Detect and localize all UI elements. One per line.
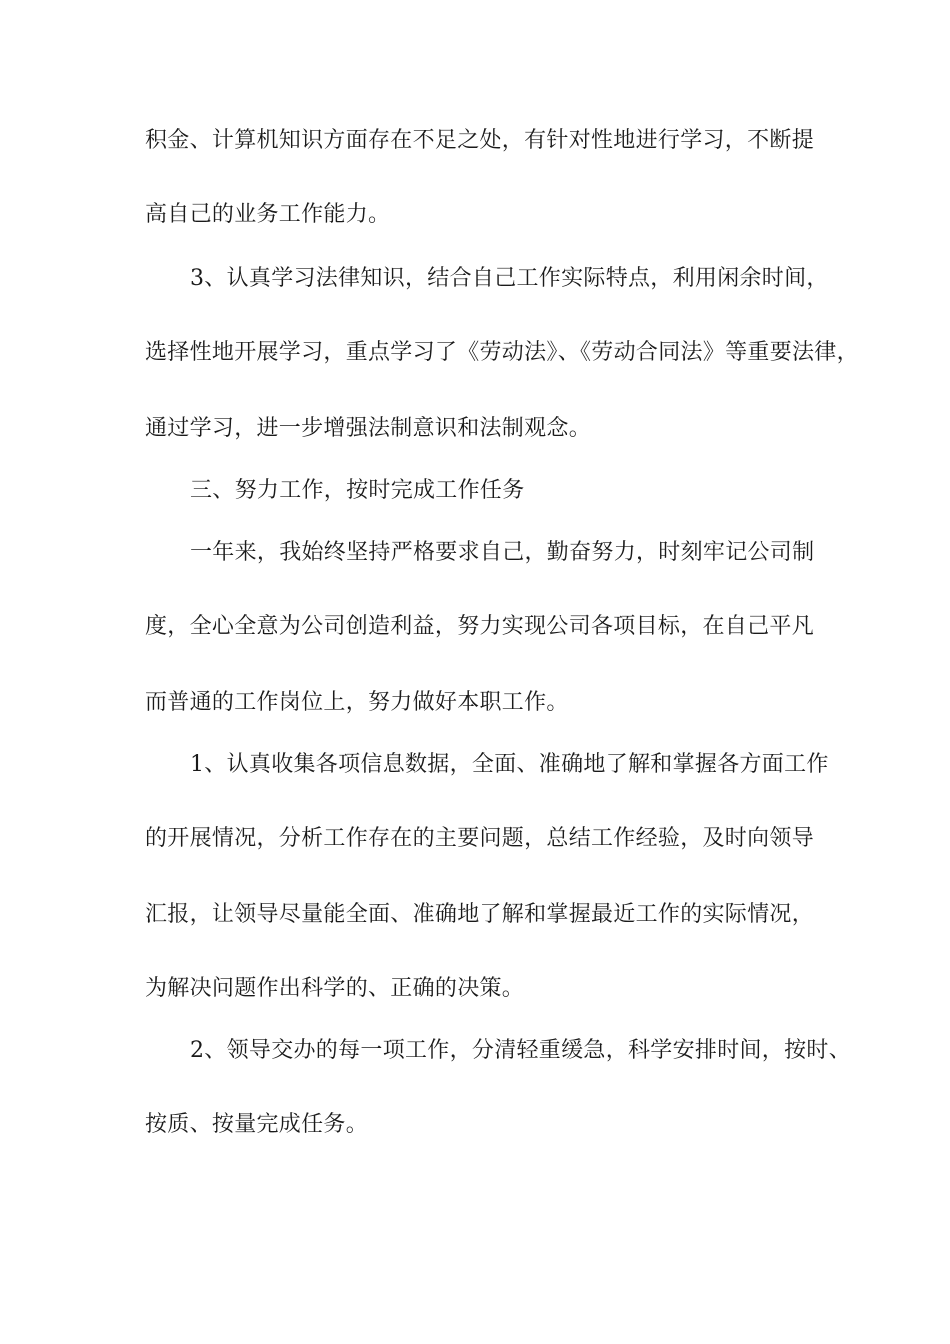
paragraph-line: 积金、计算机知识方面存在不足之处，有针对性地进行学习，不断提	[145, 128, 815, 153]
paragraph-line: 的开展情况，分析工作存在的主要问题，总结工作经验，及时向领导	[145, 826, 815, 851]
paragraph-line: 一年来，我始终坚持严格要求自己，勤奋努力，时刻牢记公司制	[190, 540, 815, 565]
paragraph-line: 度，全心全意为公司创造利益，努力实现公司各项目标，在自己平凡	[145, 614, 815, 639]
paragraph-line: 而普通的工作岗位上，努力做好本职工作。	[145, 690, 569, 715]
paragraph-line: 通过学习，进一步增强法制意识和法制观念。	[145, 416, 592, 441]
paragraph-line: 汇报，让领导尽量能全面、准确地了解和掌握最近工作的实际情况，	[145, 902, 815, 927]
paragraph-line: 3、认真学习法律知识，结合自己工作实际特点，利用闲余时间，	[190, 266, 829, 291]
paragraph-line: 1、认真收集各项信息数据，全面、准确地了解和掌握各方面工作	[190, 752, 829, 777]
paragraph-line: 2、领导交办的每一项工作，分清轻重缓急，科学安排时间，按时、	[190, 1038, 851, 1063]
paragraph-line: 按质、按量完成任务。	[145, 1112, 369, 1137]
paragraph-line: 选择性地开展学习，重点学习了《劳动法》、《劳动合同法》等重要法律，	[145, 340, 859, 365]
paragraph-line: 高自己的业务工作能力。	[145, 202, 391, 227]
section-heading: 三、努力工作，按时完成工作任务	[190, 478, 525, 503]
paragraph-line: 为解决问题作出科学的、正确的决策。	[145, 976, 525, 1001]
